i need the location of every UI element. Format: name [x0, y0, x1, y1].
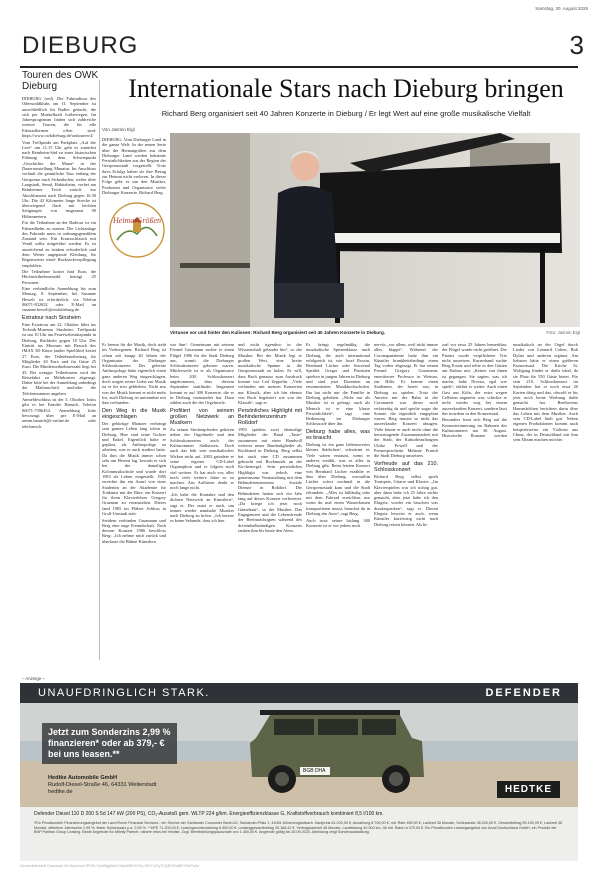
- ad-offer-line: Jetzt zum Sonderzins 2,99 %: [48, 727, 171, 737]
- article-column-6: [442, 342, 578, 443]
- article-subheading: Profitiert von seinem großen Netzwerk an Musikern: [170, 407, 234, 426]
- article-column-3: [238, 342, 302, 534]
- article-paragraph: Der gebürtige Mainzer verbringt sein ganzes Leben lang schon in Dieburg. Hier sind seine Tochter und Enkel. Eigentlich hatte er geplant, als Anthropologe zu arbeiten, was er auch studiert hatte. Da ihm die Musik immer schon sehr am Herzen lag, bewarb er sich bei der damaligen Kolonnusikschule und wurde dort 1983 als Lehrer eingestellt. 1985 erreichte ihn ein Anruf von einer Studentin an der Akademie für Tonkunst mit der Bitte, ein Konzert für ihren Klavierlehrer Gregory Gruzman zu veranstalten. Dieses fand 1985 im Pfälzer Schloss in Groß-Umstadt statt.: [102, 420, 166, 517]
- concert-photo-illustration: [170, 133, 580, 327]
- sidebar-paragraph: Eine Extratour am 22. Oktober führt ins Technik-Museum Sinsheim. Treffpunkt ist um 10 Uhr am Feuerwehrstützpunkt in Dieburg, Rückkehr gegen 18 Uhr. Der Eintritt ins Museum mit Besuch des IMAX 3D Kinos (außer Spielfilm) kostet 27 Euro, der Teilnehmerbeitrag für Mitglieder 20 Euro und für Gäste 25 Euro. Die Mindestteilnehmerzahl liegt bei 45. Bei weniger Teilnehmern wird die Reisefahrt zu Mehrkosten abgesagt. Daher bitte bei der Anmeldung unbedingt die Mailanschrift und/oder die Telefonnummer angeben.: [22, 321, 97, 396]
- ad-slogan: UNAUFDRINGLICH STARK.: [38, 687, 210, 699]
- article-paragraph: Auch trotz seiner bislang 300 Konzerte ist er vor jedem noch: [306, 517, 370, 528]
- sidebar-paragraph: Vom Treffpunkt am Parkplatz „Auf der Leer“ um 11.15 Uhr geht es zunächst nach Reinheim-Süd zu einer historischen Führung mit dem Schwerpunkt „Geschichte der Muna“ in der Dauerausstellung Munatur. Im Anschluss verläuft die gemütliche Tour entlang der Gersprenz nach Sickenhofen, weiter über Langstadt, Semd, Habitzheim, vorbei am Reinheimer Teich zurück zur Abschlussrast nach Dieburg gegen 16.30 Uhr. Die 42 Kilometer lange Strecke ist überwiegend flach mit leichten Steigungen von insgesamt 90 Höhenmetern.: [22, 139, 96, 219]
- issue-date: Samstag, 30. August 2025: [535, 6, 588, 11]
- article-subheading: Persönliches Highlight mit Behindertenzentrum Roßdorf: [238, 407, 302, 426]
- photo-caption: Virtuose vor und hinter den Kulissen: Richard Berg organisiert seit 40 Jahren Konzerte in Dieburg.: [170, 330, 386, 335]
- article-column-4: [306, 342, 370, 529]
- article-photo: [170, 133, 580, 327]
- article-paragraph: Er bringt regelmäßig die musikalische Spitzenklasse nach Dieburg, die auch international erfolgreich ist, wie Josef Rossin, Bernhard Lücher oder Souvenal Speidel. Gregor und Pianisten spielten in jungen Jahren in Dieburg und sind jetzt Dozenten an renommierten Musikhochschulen. Ihn hat nicht nur die Familie in Dieburg gehalten. „Nicht nur als Musiker ist er gefragt, auch als Mensch ist er eine klasse Persönlichkeit“, sagt eine Bedienung im Dieburger Schlosscafé über ihn.: [306, 342, 370, 427]
- sidebar-headline: Touren des OWK Dieburg: [22, 70, 99, 92]
- article-paragraph: nervös „vor allem, weil nicht immer alles klappt“. Während der Coronapandemie hatte ihm ein Künstler krankheitsbedingt einen Tag vorher abgesagt. Er hat seinen Freund Gregory Gruzmann, emeritierter Professor in Weimar, zur Hilfe. Er konnte einen Studenten, der bereit war, in Dieburg zu spielen. Trotz der Anreise mit der Bahn in der Coronazeit war dieser noch rechtzeitig da und spielte sogar die Sonate, die eigentlich eingeplant waren. Berg musste so nicht das ausverkaufte Konzert absagen. Viele könne er auch nicht ohne die herausragende Zusammenarbeit mit der Stadt, der Kulturbeauftragten Ulrike Powell und der Pressesprecherin Melanie Pranch die Stadt Dieburg umsetzen.: [374, 342, 438, 459]
- ad-offer-line: finanzieren* oder ab 379,- €: [48, 738, 165, 748]
- article-paragraph: Er brennt für die Musik, doch steht im Verborgenen. Richard Berg ist schon seit knapp 40 Jahren der Organisator der Dieburger Schlosskonzerte. Der gelernte Anthropologe hätte eigentlich einen ganz anderen Weg eingeschlagen, doch sorgen seiner Liebe zur Musik ist er ihr treu geblieben. Nicht nur von der Musik kommt er nicht mehr los, auch Dieburg ist untrennbar mit ihm verbunden.: [102, 342, 166, 406]
- article-paragraph: und nicht irgendwo in der Wissenschaft gelandet bin“, so der Musiker. Bei der Musik legt er großen Wert, eine breite musikalische Spanne in die Gersprenzstadt zu holen. Er will, dass Bach genauso zum Ausdruck kommt wie Led Zeppelin. „Viele verbinden mit meinen Konzerten nur Klassik, aber ich bin ebenso von Rock begeistert wie von der Klassik“, sagt er.: [238, 342, 302, 406]
- dealer-name: Hedtke Automobile GmbH: [48, 775, 118, 781]
- ad-offer-box: [42, 723, 177, 764]
- sidebar-paragraph: DIEBURG (red). Die Fahrradtour des Odenwaldklubs am 11. September ist ausschließlich für Radler gedacht, die sich per Muskelkraft fortbewegen. Im Jahresprogramm finden sich zahlreiche weitere Touren, die für alle Fahrradformen offen sind: https://www.owkdieburg.de/radtouren-2/: [22, 96, 96, 139]
- article-paragraph: wie ihm“. Gemeinsam mit seinem Freund Gruzmann suchte er einen Flügel 1986 für die Stadt Dieburg aus, womit die Dieburger Schlosskonzerte geboren waren. Mittlerweile ist er als Organisator beim 200. Schlosskonzert angekommen, dass diesem September stattfindet. Insgesamt kommt er auf 300 Konzerte, die er in Dieburg veranstaltet hat. Dazu zählen auch die der Orgelmeile.: [170, 342, 234, 406]
- ad-offer-line: bei uns leasen.**: [48, 749, 120, 759]
- ad-label: – Anzeige –: [22, 676, 45, 681]
- section-title: DIEBURG: [22, 32, 139, 59]
- article-subheadline: Richard Berg organisiert seit 40 Jahren Konzerte in Dieburg / Er legt Wert auf eine große musikalische Vielfalt: [161, 109, 531, 118]
- article-paragraph: „Ich habe die Kontakte und den dichten Netzwerk an Künstlern“, sagt er. Der nutzt er auch, um immer wieder namhafte Musiker nach Dieburg zu holen. „Ich bereue es keine Sekunde, dass ich hier: [170, 491, 234, 524]
- license-plate: BGB DHA: [303, 768, 326, 774]
- article-column-1: [102, 342, 166, 545]
- car-advertisement[interactable]: [20, 683, 578, 861]
- sidebar-paragraph: Anmeldeschluss ist der 5. Oktober. Infos gibt es bei Familie Hamich, Telefon 06071-7396454. Anmeldung bitte bevorzugt über per E-Mail an armin.hamich@t-online.de oder telefonisch.: [22, 397, 96, 429]
- dealer-website[interactable]: hedtke.de: [48, 789, 73, 795]
- dealer-logo: HEDTKE: [497, 781, 560, 798]
- article-subheading: Vorfreude auf das 210. Schlosskonzert: [374, 460, 438, 473]
- page-number: 3: [569, 30, 584, 60]
- sidebar-paragraph: Eine verbindliche Anmeldung bis zum Montag, 8. September, bei Susanne Hewelt ist erforderlich, via Telefon 06071-832652 oder E-Mail an susanne.hewelt@owkdieburg.de.: [22, 286, 96, 313]
- sidebar-paragraph: Die Teilnahme kostet fünf Euro, die Höchstteilnehmerzahl beträgt 25 Personen.: [22, 269, 96, 285]
- article-paragraph: Besonders freut sich Berg auf die Konzerterinnerung im Rahmen des Kulturommers am 30. August. Historische Romane werden musikalisch an der Orgel durch Lieder von Leonard Cohen, Bob Dylan und anderen ergänzt. Am liebsten hätte er einen größeren Konzertsaal. Die Kirche St. Wolfgang bindet er dafür ideal, da sie Platz für 550 Gäste bietet. Für sein 210. Schlosskonzert im September hat er noch etwa 20 Karten übrig und das, obwohl er bis jetzt noch keine Werbung dafür gemacht hat. Beethovens Hausmädchen berichten darin über das Leben mit dem Musiker. Auch sein CD-Label läuft gut. Neben eigenen Produktionen kommt auch beispielsweise ein Violinist aus China, der in Deutschland mit ihm sein Album machen möchte.: [442, 342, 578, 443]
- ad-finance-text: *Ein Privatkunden Finanzierungsangebot der Land Rover Financial Services - ein Service der Santander Consumer Bank AG, Santander-Platz 1, 41061 Mönchengladbach. Kaufpreis 61.220,00 €, Anzahlung 8.700,00 €, mtl. Rate 459,00 €, Laufzeit 36 Monate, Schlussrate 38.200,00 €, Gesamtbetrag 59.190,39 €, Laufzeit 48 Monate, effektiver Jahreszins 2,99 %, fester Sollzinssatz p.a. 2,95 %. **UPE 71.200,00 €, Leasingsonderzahlung 6.900,00 €, Leasinggesamtbetrag 25.166,42 €, Vertragslaufzeit 48 Monate, Laufleistung 40.000 km, 48 mtl. Raten à 379,00 €. Ein Privatkunden Leasingangebot von Arval Deutschland GmbH, ein Produkt der BNP Paribas Group Leasing. Beide Angebote für Affinity Partner, nähere Infos bei Hedtke. Zzgl. Bereitstellungspauschale von 1.450,00 €. Angebote gültig bis 30.09.2025. Abbildung zeigt Sonderausstattung.: [34, 821, 563, 835]
- column-divider: [99, 80, 100, 660]
- article-lead: DIEBURG. Vom Dieburger Land in die ganze Welt: In der neuen Serie über die Heimatgrößen aus dem Dieburger Land werden bekannte Persönlichkeiten aus der Region der Gersprenzstadt vorgestellt. Trotz ihres Erfolgs haben sie ihre Bezug zur Heimat nicht verloren. In dieser Folge geht es um den Musiker, Produzent und Organisator vieler Dieburger Konzerte, Richard Berg.: [102, 137, 166, 195]
- photo-credit: Foto: Jasmin Eigl: [546, 330, 580, 335]
- article-paragraph: Richard Berg selbst spielt Trompete, Gitarre und Klavier. „Im Klavierspielen war ich richtig gut, aber dann habe ich 25 Jahre nichts gemacht, aber jetzt habe ich den Ehrgeiz, wieder ein bisschen was draufzupacken“, sagt er. Diesen Ehrgeiz beweist er auch, wenn Künstler kurzfristig nicht nach Dieburg reisen können. Als bi-: [374, 473, 438, 527]
- article-paragraph: Seitdem verbinden Gruzmann und Berg eine enge Freundschaft. Nach diesem Konzert 1986 beschloss Berg: „Ich nehme mich zurück und überlasse die Bühne Künstlern: [102, 517, 166, 544]
- ad-brand: DEFENDER: [485, 687, 562, 699]
- article-column-2: [170, 342, 234, 525]
- article-paragraph: zarl vor etwa 25 Jahren bemerkbar, der Flügel wurde nicht geöffnet. Der Pianist wurde verpflichtete Trio nicht ausreisen. Kurzerhand suchte Berg Ersatz und teilte es den Gästen am Einlass mit. „Keiner von ihnen ist gegangen. Sie sagten, was ich mache, habe Niveau, egal wer spielt“, erklärt er weiter. Auch einen Gast aus Köln, der extra wegen Cellisten angereist war, schickte er nicht wieder weg bei einem ausverkauften Konzert, sondern lässt ihn trotzdem in den Konzertsaal.: [442, 342, 507, 416]
- series-logo: [107, 200, 167, 260]
- ad-consumption: Defender Diesel 110 D 200 S 5d 147 kW (200 PS), CO₂-Ausstoß gem. WLTP 224 g/km. Energieeffizienzklasse G, Kraftstoffverbrauch kombiniert 8,5 l/100 km.: [34, 811, 384, 817]
- dealer-info: [48, 775, 156, 796]
- page-footer: Gedruckt/erstellt Download 06+6ytcc/cc/UPDDLSphWtjgWnkYHjekbBRXVGy-GtKTdJ7y7DQRDFsbBFXSePw5z: [20, 864, 200, 868]
- article-column-5: [374, 342, 438, 528]
- sidebar-body: [22, 96, 96, 430]
- ad-legal-area: [20, 807, 578, 861]
- heimatgroessen-logo-icon: [107, 200, 167, 260]
- sidebar-subheading: Extratour nach Sinsheim: [22, 314, 81, 321]
- article-subheading: Den Weg in die Musik eingeschlagen: [102, 407, 166, 420]
- article-subheading: Dieburg habe alles, was es braucht: [306, 428, 370, 441]
- article-author: Von Jasmin Eigl: [102, 127, 135, 132]
- article-paragraph: 1993 spielten zwei ehemalige Mitglieder der Band „Taste“ zusammen mit einer Handvoll weiterer neuer Bandmitglieder als Rockband in Dieburg. Berg selbst hat auch eine CD zusammen gebracht mit Rockmusik an der Kirchenorgel. Sein persönliches Highlight war jedoch eine gemeinsame Veranstaltung mit dem Behindertenzentrum Soziale Dienste in Roßdorf. Die Behinderten hatten sich ein Jahr lang auf dieses Konzert vorbereitet. „Da kriege ich jetzt noch Gänsehaut“, so der Musiker. Das Engagement und die Lebensfreude der Beeinträchtigten während des dreieinhalbstündigen Konzerts rauben ihm bis heute den Atem.: [238, 427, 302, 533]
- masthead-rule: [20, 66, 578, 68]
- dealer-address: Rudolf-Diesel-Straße 46, 64331 Weiterstadt: [48, 782, 157, 788]
- sidebar-paragraph: Für die Teilnahme an der Radtour ist ein Fahrradhelm zu nutzen. Die Lichtanlage des Fahrrads muss in ordnungsgemäßem Zustand sein. Ein Ersatzschlauch mit Ventil sollte mitgeführt werden. Es ist ausreichend zu trinken erforderlich und dem Wetter angepasste Kleidung, für Regenwetter wind- Rucksackverpflegung empfohlen.: [22, 220, 96, 268]
- series-logo-text: HeimatGrößen: [113, 216, 161, 225]
- article-paragraph: Zu seinen Steckenpferden gehören neben der Orgelmeile und den Schlosskonzerten auch der Kulturommer Südhessen. Doch auch das hält sein musikalisches Wirken nicht auf. 2003 gründete er seine eigenes CD-Label Organophon und er folgten noch viel weitere. Er hat auch vor, alles noch viele weitere Jahre so zu machen. Ans Aufhören denkt er noch lange nicht.: [170, 427, 234, 491]
- article-paragraph: Dieburg ist ein ganz liebenswertes kleines Städtchen“, schwärmt er. Viele wären erstaunt, wenn er anderes erzählt, was es alles in Dieburg gibt. Beim letzten Konzert von Bernhard Lücher erzählte er ihm über Dieburg, woraufhin Lücher sofort nochmal in die Gersprenzstadt kam und die Stadt erkundete. „Alles ist fußläufig oder mit dem Fahrrad erreichbar, nur wenn du mal einen Wasserkasten transportieren musst, brauchst du in Dieburg das Auto“, sagt Berg.: [306, 442, 370, 517]
- photo-caption-row: [170, 330, 580, 335]
- article-headline: Internationale Stars nach Dieburg bringen: [128, 74, 564, 103]
